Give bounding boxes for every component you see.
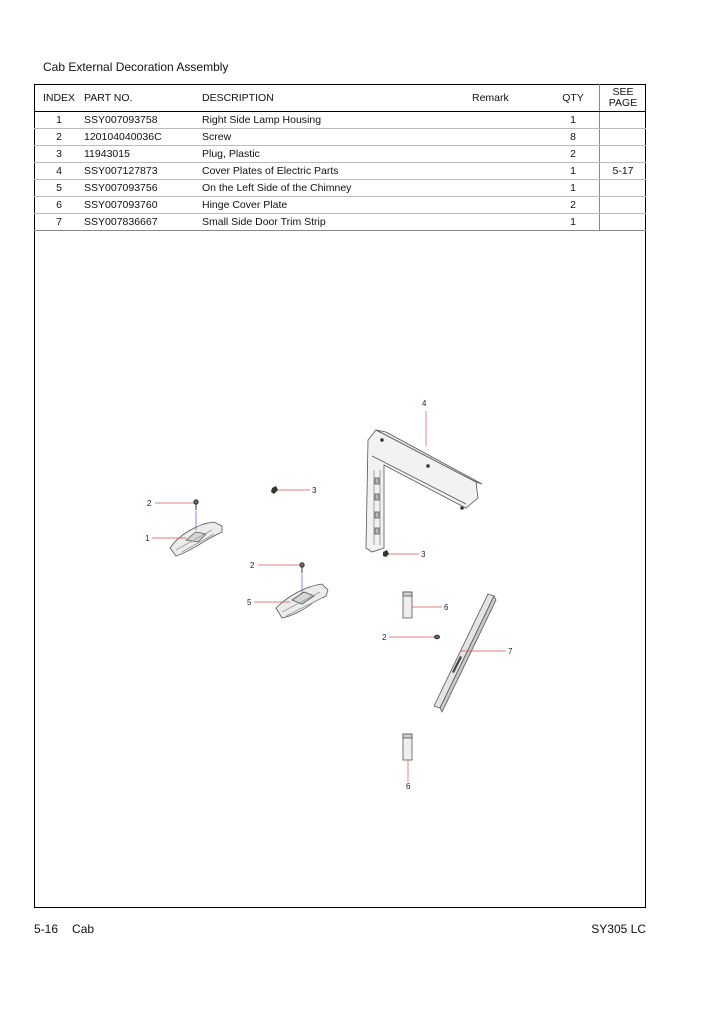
callout-1: 1 — [145, 534, 150, 543]
header-remark: Remark — [472, 84, 547, 112]
callout-2-middle: 2 — [250, 561, 255, 570]
cell-qty: 2 — [547, 197, 600, 214]
cell-index: 4 — [34, 163, 84, 180]
cell-qty: 2 — [547, 146, 600, 163]
part-6-hinge-cover-lower-drawing — [403, 734, 412, 760]
cell-description: Cover Plates of Electric Parts — [202, 163, 472, 180]
cell-index: 1 — [34, 112, 84, 129]
callout-4: 4 — [422, 399, 427, 408]
cell-index: 7 — [34, 214, 84, 231]
cell-index: 3 — [34, 146, 84, 163]
part-2-screw-right-drawing — [435, 635, 440, 639]
cell-part-no: 120104040036C — [84, 129, 202, 146]
part-3-plug-bottom-drawing — [383, 550, 389, 557]
cell-index: 6 — [34, 197, 84, 214]
footer-page-number: 5-16 — [34, 922, 59, 936]
header-qty: QTY — [547, 84, 600, 112]
cell-part-no: SSY007093758 — [84, 112, 202, 129]
callout-5: 5 — [247, 598, 252, 607]
cell-part-no: 11943015 — [84, 146, 202, 163]
leader-lines — [152, 411, 506, 782]
cell-part-no: SSY007093756 — [84, 180, 202, 197]
cell-see-page: 5-17 — [600, 163, 647, 180]
header-description: DESCRIPTION — [202, 84, 472, 112]
footer-model: SY305 LC — [591, 922, 646, 936]
cell-description: Hinge Cover Plate — [202, 197, 472, 214]
header-see-line2: PAGE — [608, 96, 638, 109]
callout-2-upper: 2 — [147, 499, 152, 508]
header-see-line1: SEE — [612, 85, 634, 98]
part-3-plug-top-drawing — [271, 486, 278, 494]
part-2-screw-upper-drawing — [194, 500, 198, 510]
callout-3-lower: 3 — [421, 550, 426, 559]
callout-7: 7 — [508, 647, 513, 656]
callout-2-right: 2 — [382, 633, 387, 642]
part-2-screw-middle-drawing — [300, 563, 304, 573]
cell-qty: 1 — [547, 163, 600, 180]
callout-6-lower: 6 — [406, 782, 411, 791]
cell-qty: 1 — [547, 180, 600, 197]
header-part-no: PART NO. — [84, 84, 202, 112]
part-4-cover-plate-drawing — [366, 430, 482, 552]
cell-part-no: SSY007127873 — [84, 163, 202, 180]
callout-6-upper: 6 — [444, 603, 449, 612]
cell-index: 2 — [34, 129, 84, 146]
callout-3-upper: 3 — [312, 486, 317, 495]
footer-section: Cab — [72, 922, 95, 936]
cell-part-no: SSY007093760 — [84, 197, 202, 214]
cell-description: Small Side Door Trim Strip — [202, 214, 472, 231]
cell-description: Plug, Plastic — [202, 146, 472, 163]
cell-description: Screw — [202, 129, 472, 146]
part-6-hinge-cover-upper-drawing — [403, 592, 412, 618]
cell-qty: 1 — [547, 214, 600, 231]
cell-index: 5 — [34, 180, 84, 197]
cell-part-no: SSY007836667 — [84, 214, 202, 231]
footer-left — [34, 922, 94, 936]
header-index: INDEX — [34, 84, 84, 112]
cell-qty: 1 — [547, 112, 600, 129]
cell-description: On the Left Side of the Chimney — [202, 180, 472, 197]
cell-description: Right Side Lamp Housing — [202, 112, 472, 129]
cell-qty: 8 — [547, 129, 600, 146]
page-title: Cab External Decoration Assembly — [43, 60, 229, 74]
